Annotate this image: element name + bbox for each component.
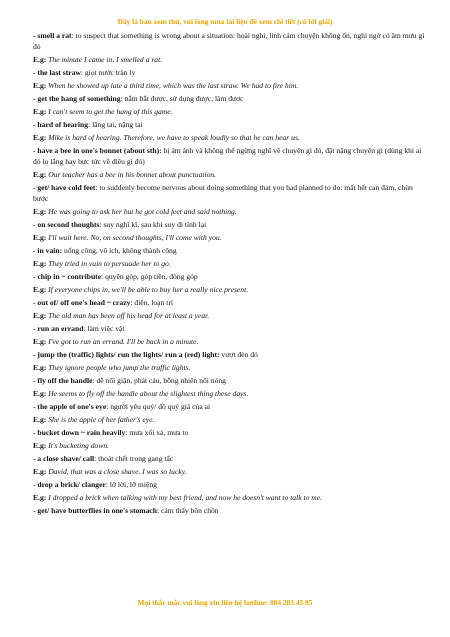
idiom-term: - get/ have butterflies in one's stomach <box>33 505 158 515</box>
idiom-term: - bucket down ~ rain heavily <box>33 427 126 437</box>
example-sentence <box>33 206 427 217</box>
idiom-meaning: : giọt nước tràn ly <box>80 68 136 78</box>
idiom-definition <box>33 93 427 104</box>
example-sentence <box>33 132 427 143</box>
example-label: E.g: <box>33 55 47 65</box>
example-text: They tried in vain to persuade her to go. <box>46 259 171 269</box>
idiom-term: - on second thoughts <box>33 220 100 230</box>
example-sentence <box>33 414 427 425</box>
idiom-meaning: : thoát chết trong gang tấc <box>94 453 174 463</box>
example-label: E.g: <box>33 336 47 346</box>
idiom-list <box>33 30 427 518</box>
example-text: He was going to ask her but he got cold feet and said nothing. <box>46 207 237 217</box>
example-text: I can't seem to get the hang of this game. <box>46 107 173 117</box>
idiom-definition <box>33 375 427 386</box>
idiom-meaning: : cảm thấy bồn chồn <box>157 505 219 515</box>
example-sentence <box>33 310 427 321</box>
idiom-meaning: : lỡ lời, lỡ miệng <box>105 479 157 489</box>
idiom-definition <box>33 349 427 360</box>
idiom-meaning: : mưa xối xả, mưa to <box>125 427 189 437</box>
example-label: E.g: <box>33 233 47 243</box>
idiom-definition <box>33 401 427 412</box>
example-text: I'll wait here. No, on second thoughts, I'll come with you. <box>46 233 222 243</box>
example-label: E.g: <box>33 414 47 424</box>
example-text: When he showed up late a third time, which was the last straw. We had to fire him. <box>46 81 299 91</box>
example-sentence <box>33 466 427 477</box>
example-sentence <box>33 106 427 117</box>
example-sentence <box>33 258 427 269</box>
example-text: If everyone chips in, we'll be able to buy her a really nice present. <box>46 285 249 295</box>
idiom-meaning: : lãng tai, nặng tai <box>88 120 143 129</box>
example-sentence <box>33 284 427 295</box>
idiom-meaning: uổng công, vô ích, không thành công <box>62 246 177 256</box>
example-label: E.g: <box>33 362 47 372</box>
example-sentence <box>33 232 427 243</box>
idiom-term: - in vain: <box>33 246 63 256</box>
idiom-definition <box>33 297 427 308</box>
idiom-meaning: : quyên góp, góp tiền, đóng góp <box>101 272 198 282</box>
idiom-term: - get the hang of something <box>33 94 121 104</box>
example-label: E.g: <box>33 388 47 398</box>
idiom-meaning: : to suspect that something is wrong about a situation: hoài nghi, linh cảm chuyện không ổn, nghi ngờ có âm mưu gì đó <box>33 31 425 52</box>
example-text: David, that was a close shave. I was so lucky. <box>46 466 187 476</box>
example-label: E.g: <box>33 107 47 117</box>
example-label: E.g: <box>33 466 47 476</box>
idiom-term: - fly off the handle <box>33 375 93 385</box>
example-text: The minute I came in, I smelled a rat. <box>46 55 163 65</box>
example-sentence <box>33 80 427 91</box>
idiom-definition <box>33 323 427 334</box>
idiom-definition <box>33 427 427 438</box>
example-sentence <box>33 388 427 399</box>
example-text: They ignore people who jump the traffic lights. <box>46 362 191 372</box>
example-label: E.g: <box>33 81 47 91</box>
idiom-definition <box>33 219 427 230</box>
example-label: E.g: <box>33 207 47 217</box>
example-label: E.g: <box>33 259 47 269</box>
example-label: E.g: <box>33 492 47 502</box>
idiom-meaning: : dễ nổi giận, phát cáu, bỗng nhiên nổi nóng <box>92 375 226 385</box>
example-sentence <box>33 440 427 451</box>
idiom-meaning: : điên, loạn trí <box>130 298 173 307</box>
hotline-footer: Mọi thắc mắc vui lòng xin liên hệ hotline: 084 283 45 85 <box>137 598 313 607</box>
idiom-definition <box>33 182 427 204</box>
example-label: E.g: <box>33 285 47 295</box>
preview-notice-banner: Đây là bản xem thử, vui lòng mua tài liệu để xem chi tiết (có lời giải) <box>117 17 333 26</box>
idiom-meaning: : to suddenly become nervous about doing something that you had planned to do: mất hết can đảm, chùn bước <box>33 183 413 204</box>
example-text: The old man has been off his head for at least a year. <box>46 310 210 320</box>
example-text: Mike is hard of hearing. Therefore, we have to speak loudly so that he can hear us. <box>46 132 300 142</box>
idiom-term: - smell a rat <box>33 31 72 40</box>
example-sentence <box>33 492 427 503</box>
example-text: It's bucketing down. <box>46 440 110 450</box>
idiom-term: - get/ have cold feet <box>33 183 96 193</box>
idiom-definition <box>33 245 427 256</box>
idiom-definition <box>33 119 427 130</box>
idiom-definition <box>33 453 427 464</box>
example-label: E.g: <box>33 440 47 450</box>
example-text: He seems to fly off the handle about the slightest thing these days. <box>46 388 249 398</box>
example-text: I've got to run an errand. I'll be back in a minute. <box>46 336 199 346</box>
example-text: Our teacher has a bee in his bonnet about punctuation. <box>46 170 217 180</box>
idiom-term: - a close shave/ call <box>33 453 95 463</box>
idiom-term: - hard of hearing <box>33 120 89 129</box>
idiom-meaning: : người yêu quý/ đồ quý giá của ai <box>106 401 211 411</box>
example-text: I dropped a brick when talking with my best friend, and now he doesn't want to talk to me. <box>46 492 323 502</box>
idiom-meaning: : nắm bắt được, sử dụng được, làm được <box>120 94 244 104</box>
idiom-definition <box>33 271 427 282</box>
idiom-meaning: : suy nghĩ kĩ, sau khi suy đi tính lại <box>99 220 207 230</box>
idiom-term: - chip in ~ contribute <box>33 272 102 282</box>
example-sentence <box>33 54 427 65</box>
idiom-definition <box>33 505 427 516</box>
idiom-term: - the last straw <box>33 68 81 78</box>
idiom-term: - run an errand <box>33 323 84 333</box>
idiom-meaning: : làm việc vặt <box>83 323 125 333</box>
idiom-meaning: bị ám ảnh và không thể ngừng nghĩ về chuyện gì đó, đặt nặng chuyện gì (dùng khi ai đó lo lắng hay bực tức về điều gì đó) <box>33 145 422 167</box>
example-sentence <box>33 169 427 180</box>
example-label: E.g: <box>33 132 47 142</box>
idiom-term: - out of/ off one's head ~ crazy <box>33 298 131 307</box>
idiom-term: - drop a brick/ clanger <box>33 479 106 489</box>
idiom-term: - the apple of one's eye <box>33 401 107 411</box>
example-sentence <box>33 362 427 373</box>
idiom-definition <box>33 479 427 490</box>
example-text: She is the apple of her father's eye. <box>46 414 155 424</box>
example-label: E.g: <box>33 170 47 180</box>
idiom-definition <box>33 30 427 52</box>
example-sentence <box>33 336 427 347</box>
idiom-meaning: vượt đèn đỏ <box>219 349 258 359</box>
idiom-definition <box>33 67 427 78</box>
idiom-definition <box>33 145 427 167</box>
idiom-term: - jump the (traffic) lights/ run the lights/ run a (red) light: <box>33 349 220 359</box>
idiom-term: - have a bee in one's bonnet (about sth): <box>33 145 162 155</box>
example-label: E.g: <box>33 310 47 320</box>
